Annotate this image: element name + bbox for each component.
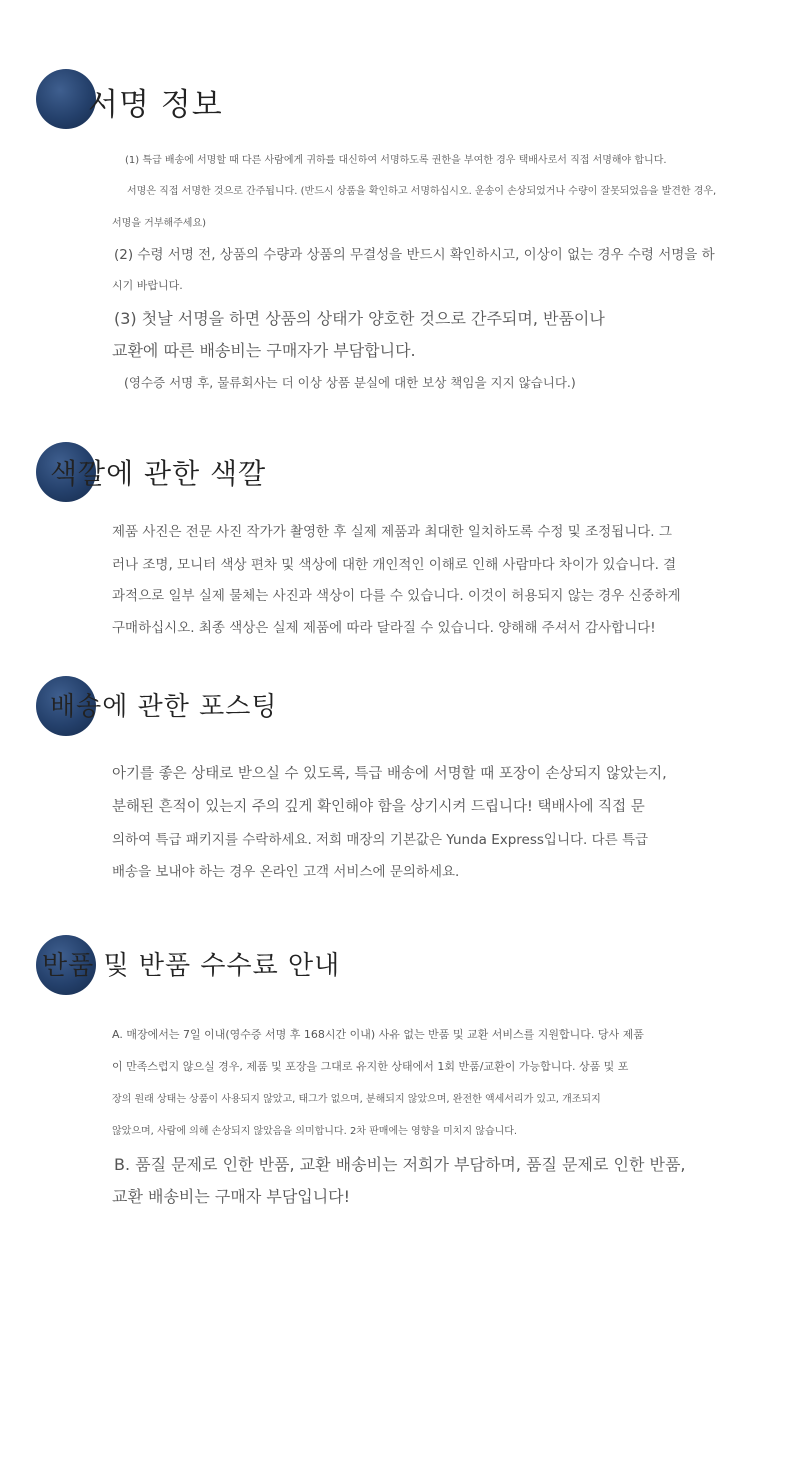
paragraph-line: 의하여 특급 패키지를 수락하세요. 저희 매장의 기본값은 Yunda Express입니다. 다른 특급 bbox=[112, 832, 649, 848]
paragraph-line: (3) 첫날 서명을 하면 상품의 상태가 양호한 것으로 간주되며, 반품이나 bbox=[114, 309, 605, 328]
paragraph-line: 않았으며, 사람에 의해 손상되지 않았음을 의미합니다. 2차 판매에는 영향을 미치지 않습니다. bbox=[112, 1126, 518, 1137]
paragraph-line: 장의 원래 상태는 상품이 사용되지 않았고, 태그가 없으며, 분해되지 않았으며, 완전한 액세서리가 있고, 개조되지 bbox=[112, 1094, 601, 1105]
paragraph-line: 서명은 직접 서명한 것으로 간주됩니다. (반드시 상품을 확인하고 서명하십시오. 운송이 손상되었거나 수량이 잘못되었음을 발견한 경우, bbox=[127, 186, 717, 197]
paragraph-line: 분해된 흔적이 있는지 주의 깊게 확인해야 함을 상기시켜 드립니다! 택배사에 직접 문 bbox=[112, 799, 645, 815]
paragraph-line: 시기 바랍니다. bbox=[112, 279, 183, 292]
paragraph-line: (영수증 서명 후, 물류회사는 더 이상 상품 분실에 대한 보상 책임을 지지 않습니다.) bbox=[124, 375, 576, 390]
paragraph-line: A. 매장에서는 7일 이내(영수증 서명 후 168시간 이내) 사유 없는 반품 및 교환 서비스를 지원합니다. 당사 제품 bbox=[112, 1028, 644, 1041]
paragraph-line: B. 품질 문제로 인한 반품, 교환 배송비는 저희가 부담하며, 품질 문제로 인한 반품, bbox=[114, 1155, 686, 1174]
paragraph-line: 배송을 보내야 하는 경우 온라인 고객 서비스에 문의하세요. bbox=[112, 864, 460, 880]
paragraph-line: 과적으로 일부 실제 물체는 사진과 색상이 다를 수 있습니다. 이것이 허용되지 않는 경우 신중하게 bbox=[112, 588, 681, 604]
paragraph-line: (2) 수령 서명 전, 상품의 수량과 상품의 무결성을 반드시 확인하시고, 이상이 없는 경우 수령 서명을 하 bbox=[114, 247, 715, 263]
paragraph-line: 교환 배송비는 구매자 부담입니다! bbox=[112, 1187, 351, 1206]
paragraph-line: (1) 특급 배송에 서명할 때 다른 사람에게 귀하를 대신하여 서명하도록 권한을 부여한 경우 택배사로서 직접 서명해야 합니다. bbox=[125, 155, 667, 166]
paragraph-line: 아기를 좋은 상태로 받으실 수 있도록, 특급 배송에 서명할 때 포장이 손상되지 않았는지, bbox=[112, 766, 667, 782]
section-title: 색깔에 관한 색깔 bbox=[50, 457, 267, 490]
paragraph-line: 서명을 거부해주세요) bbox=[112, 218, 207, 229]
section-title: 반품 및 반품 수수료 안내 bbox=[42, 951, 341, 981]
section-title: 배송에 관한 포스팅 bbox=[50, 692, 278, 722]
paragraph-line: 이 만족스럽지 않으실 경우, 제품 및 포장을 그대로 유지한 상태에서 1회 반품/교환이 가능합니다. 상품 및 포 bbox=[112, 1060, 629, 1073]
paragraph-line: 교환에 따른 배송비는 구매자가 부담합니다. bbox=[112, 341, 416, 360]
section-title: 서명 정보 bbox=[88, 87, 223, 123]
paragraph-line: 구매하십시오. 최종 색상은 실제 제품에 따라 달라질 수 있습니다. 양해해 주셔서 감사합니다! bbox=[112, 620, 656, 636]
heading-circle-icon bbox=[36, 69, 96, 129]
paragraph-line: 러나 조명, 모니터 색상 편차 및 색상에 대한 개인적인 이해로 인해 사람마다 차이가 있습니다. 결 bbox=[112, 557, 677, 573]
paragraph-line: 제품 사진은 전문 사진 작가가 촬영한 후 실제 제품과 최대한 일치하도록 수정 및 조정됩니다. 그 bbox=[112, 524, 672, 540]
